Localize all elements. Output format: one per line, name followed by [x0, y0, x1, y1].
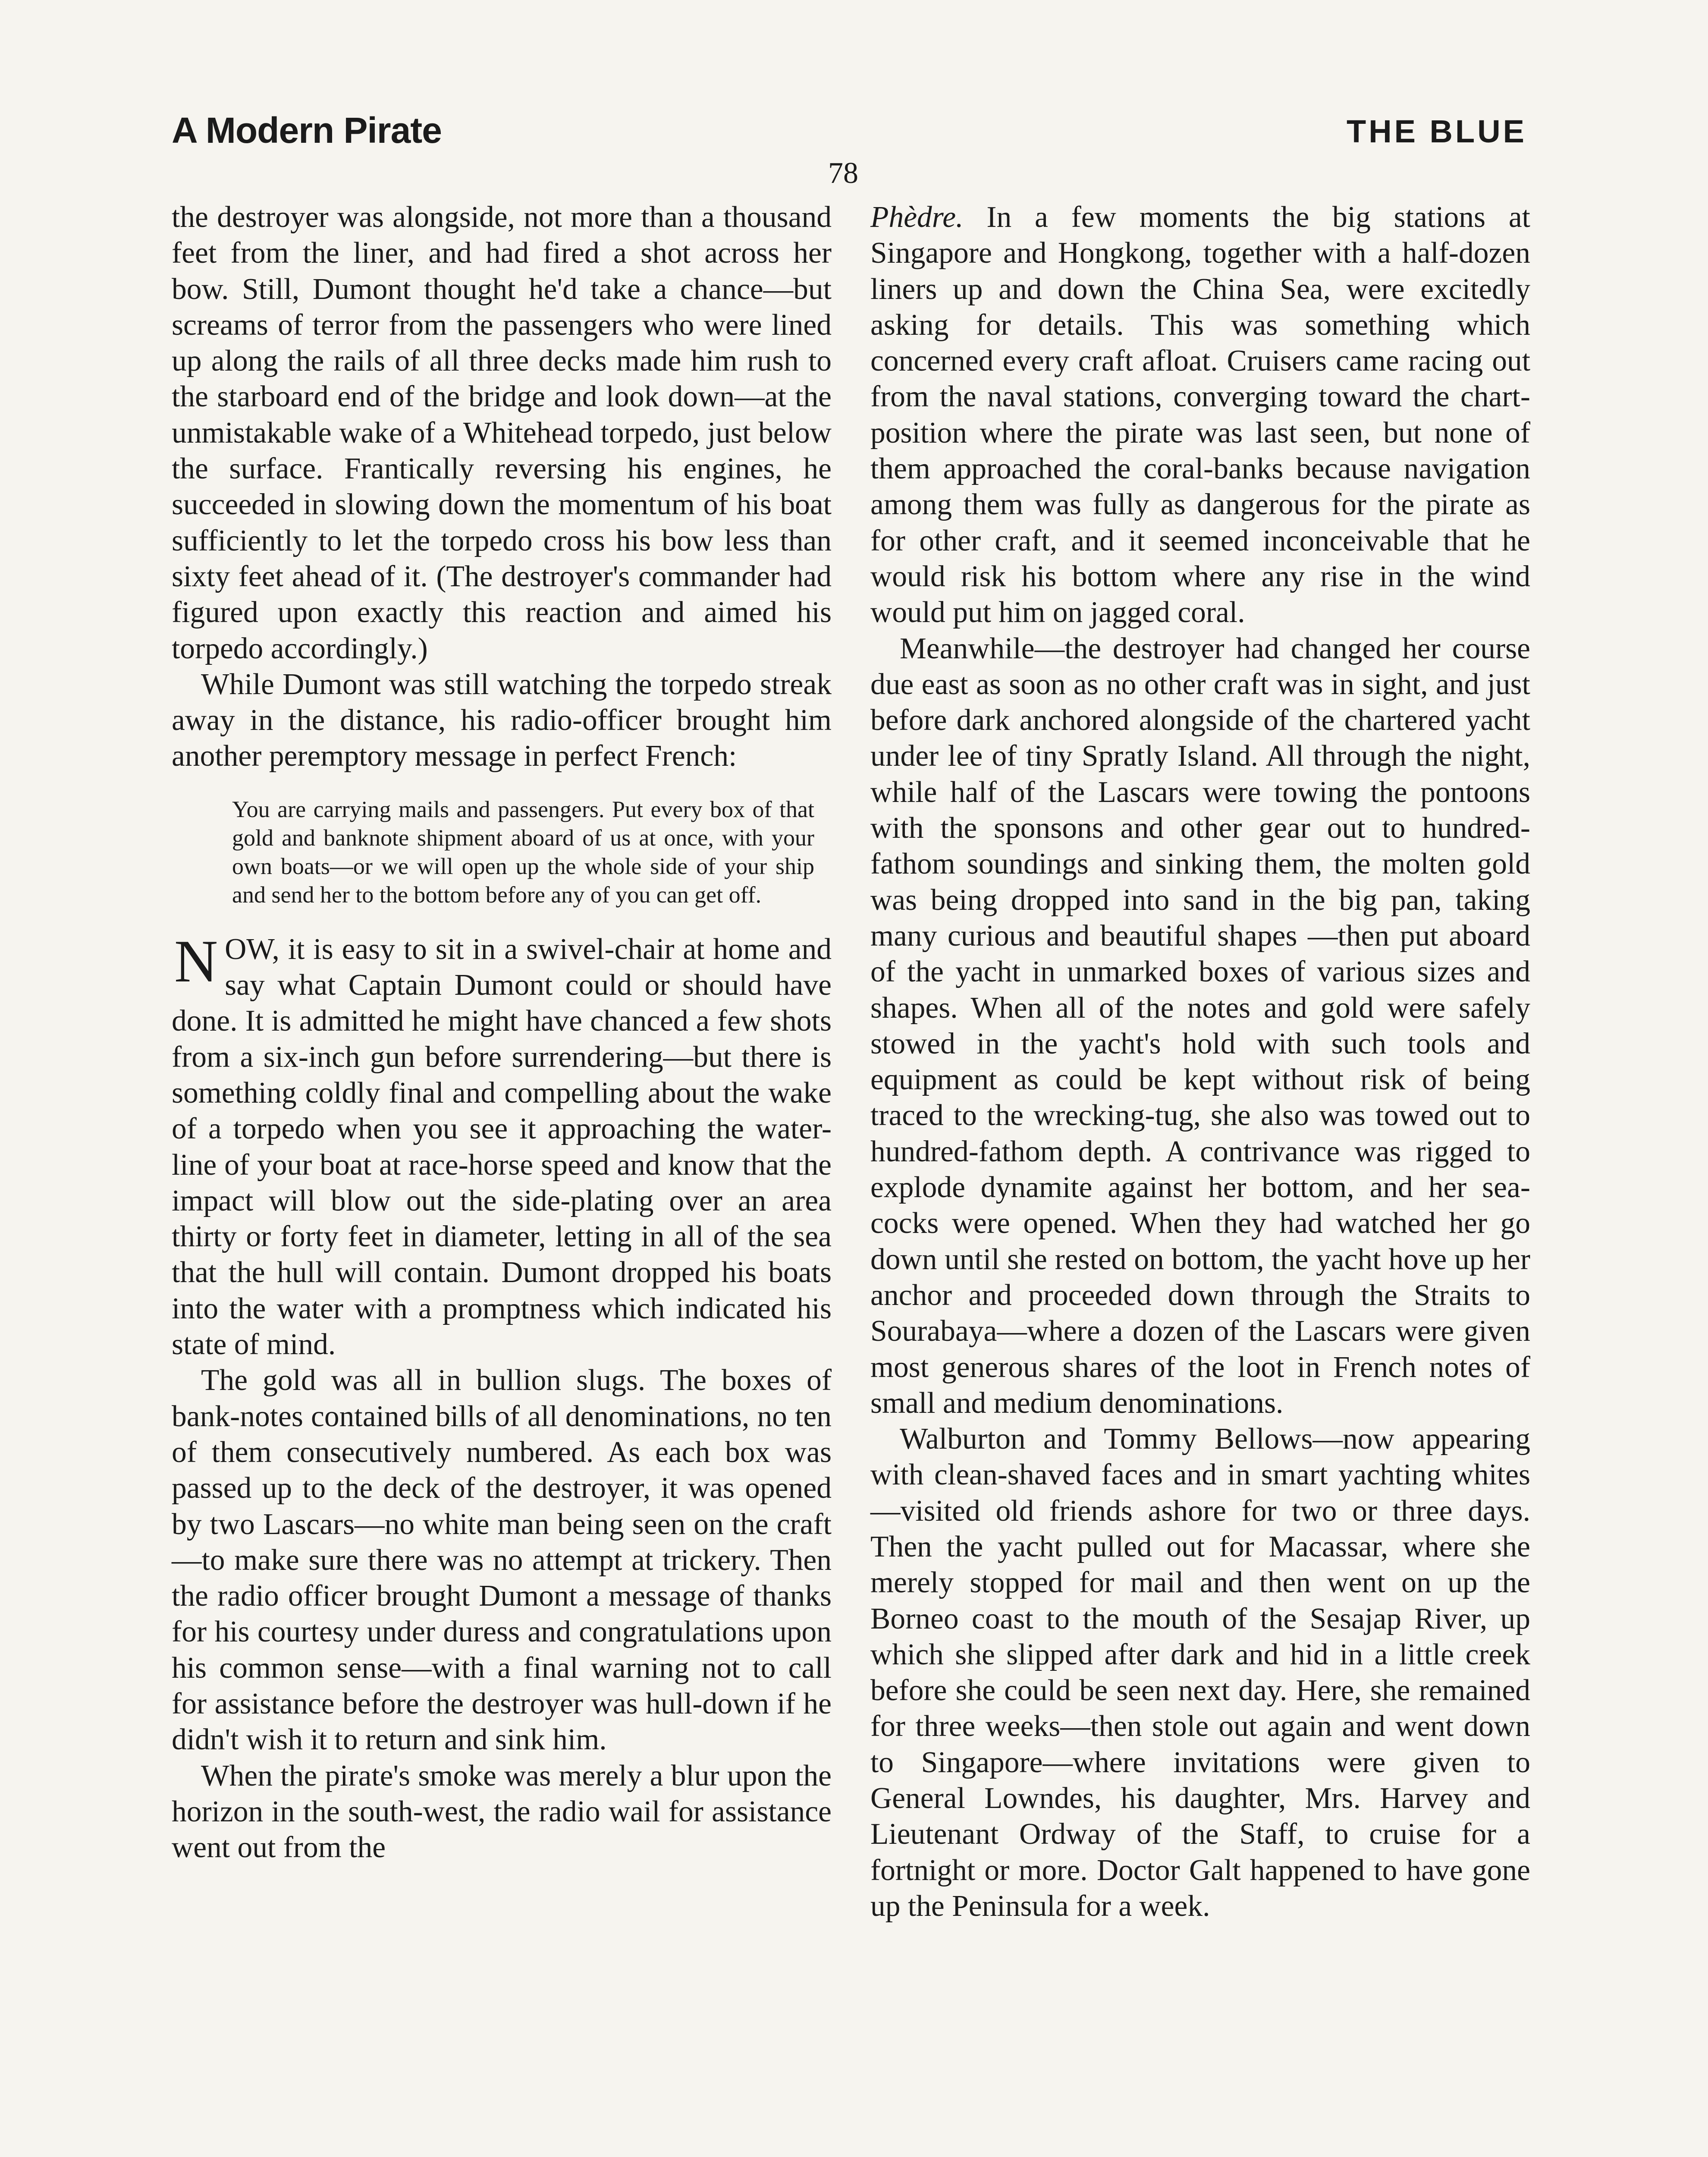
paragraph: When the pirate's smoke was merely a blur upon the horizon in the south-west, the radio wail for assistance went out from the: [172, 1759, 832, 1865]
ship-name: Phèdre.: [870, 201, 964, 234]
paragraph: Meanwhile—the destroyer had changed her course due east as soon as no other craft was in sight, and just before dark anchored alongside of the chartered yacht under lee of tiny Spratly Island. All through the night, while half of the Lascars were towing the pontoons with the sponsons and other gear out to hundred-fathom soundings and sinking them, the molten gold was being dropped into sand in the big pan, taking many curious and beautiful shapes —then put aboard of the yacht in unmarked boxes of various sizes and shapes. When all of the notes and gold were safely stowed in the yacht's hold with such tools and equipment as could be kept without risk of being traced to the wrecking-tug, she also was towed out to hundred-fathom depth. A contrivance was rigged to explode dynamite against her bottom, and her sea-cocks were opened. When they had watched her go down until she rested on bottom, the yacht hove up her anchor and proceeded down through the Straits to Sourabaya—where a dozen of the Lascars were given most generous shares of the loot in French notes of small and medium denominations.: [870, 632, 1530, 1420]
running-title: A Modern Pirate: [172, 110, 442, 151]
paragraph: the destroyer was alongside, not more than a thousand feet from the liner, and had fired a shot across her bow. Still, Dumont thought he'd take a chance—but screams of terror from the passengers who were lined up along the rails of all three decks made him rush to the starboard end of the bridge and look down—at the unmistakable wake of a Whitehead torpedo, just below the surface. Frantically reversing his engines, he succeeded in slowing down the momentum of his boat sufficiently to let the torpedo cross his bow less than sixty feet ahead of it. (The destroyer's commander had figured upon exactly this reaction and aimed his torpedo accordingly.): [172, 201, 832, 665]
block-quote: You are carrying mails and passengers. Put every box of that gold and banknote shipment aboard of us at once, with your own boats—or we will open up the whole side of your ship and send her to the bottom before any of you can get off.: [232, 796, 814, 908]
paragraph-text: In a few moments the big stations at Singapore and Hongkong, together with a half-dozen liners up and down the China Sea, were excitedly asking for details. This was something which concerned every craft afloat. Cruisers came racing out from the naval stations, converging toward the chart-position where the pirate was last seen, but none of them approached the coral-banks because navigation among them was fully as dangerous for the pirate as for other craft, and it seemed inconceivable that he would risk his bottom where any rise in the wind would put him on jagged coral.: [870, 201, 1530, 629]
right-column: [870, 199, 1530, 1924]
paragraph: Walburton and Tommy Bellows—now appearing with clean-shaved faces and in smart yachting whites—visited old friends ashore for two or three days. Then the yacht pulled out for Macassar, where she merely stopped for mail and then went on up the Borneo coast to the mouth of the Sesajap River, up which she slipped after dark and hid in a little creek before she could be seen next day. Here, she remained for three weeks—then stole out again and went down to Singapore—where invitations were given to General Lowndes, his daughter, Mrs. Harvey and Lieutenant Ordway of the Staff, to cruise for a fortnight or more. Doctor Galt happened to have gone up the Peninsula for a week.: [870, 1422, 1530, 1923]
paragraph: While Dumont was still watching the torpedo streak away in the distance, his radio-officer brought him another peremptory message in perfect French:: [172, 667, 832, 773]
paragraph: The gold was all in bullion slugs. The boxes of bank-notes contained bills of all denominations, no ten of them consecutively numbered. As each box was passed up to the deck of the destroyer, it was opened by two Lascars—no white man being seen on the craft—to make sure there was no attempt at trickery. Then the radio officer brought Dumont a message of thanks for his courtesy under duress and congratulations upon his common sense—with a final warning not to call for assistance before the destroyer was hull-down if he didn't wish it to return and sink him.: [172, 1364, 832, 1757]
drop-cap: N: [174, 928, 218, 995]
page-number: 78: [828, 157, 858, 190]
paragraph: [870, 199, 1530, 631]
paragraph-with-dropcap: [172, 928, 832, 1363]
magazine-title: THE BLUE: [1347, 113, 1527, 149]
paragraph-text: OW, it is easy to sit in a swivel-chair at home and say what Captain Dumont could or should have done. It is admitted he might have chanced a few shots from a six-inch gun before surrendering—but there is something coldly final and compelling about the wake of a torpedo when you see it approaching the water-line of your boat at race-horse speed and know that the impact will blow out the side-plating over an area thirty or forty feet in diameter, letting in all of the sea that the hull will contain. Dumont dropped his boats into the water with a promptness which indicated his state of mind.: [172, 932, 832, 1361]
left-column: [172, 199, 832, 1865]
